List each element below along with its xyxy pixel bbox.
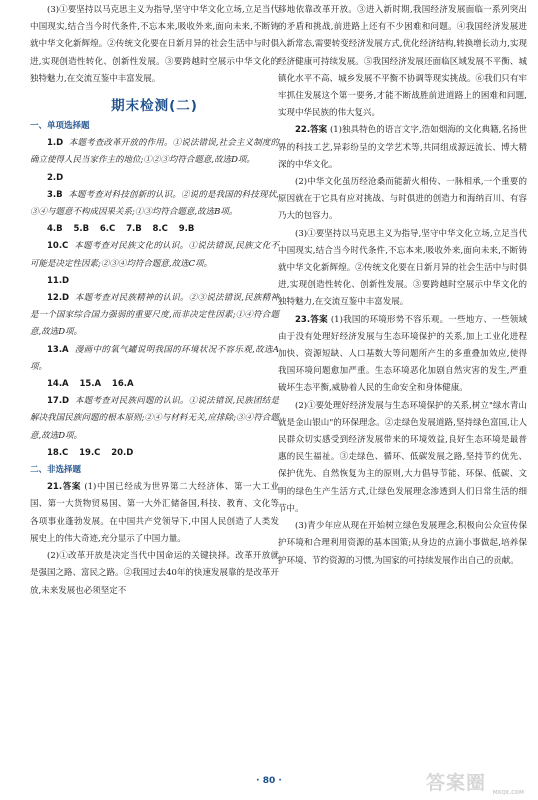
answer-q23-part1 xyxy=(278,312,527,398)
page-number: · 80 · xyxy=(256,776,282,786)
answer-number: 10.C xyxy=(47,241,69,252)
answer-text: (1)独具特色的语言文字,浩如烟海的文化典籍,名扬世界的科技工艺,异彩纷呈的文学艺术等,共同组成源远流长、博大精深的中华文化。 xyxy=(278,125,527,170)
answer-row-14-16 xyxy=(30,376,279,393)
answer-explanation: 本题考查改革开放的作用。①说法错误,社会主义制度的确立使得人民当家作主的地位;①②③均符合题意,故选D项。 xyxy=(30,138,279,166)
answer-9: 9.B xyxy=(178,224,195,235)
answer-explanation: 本题考查对民族精神的认识。②③说法错误,民族精神是一个国家综合国力强弱的重要尺度,而非决定性因素;①④符合题意,故选D项。 xyxy=(30,293,279,338)
answer-19: 19.C xyxy=(79,447,101,458)
answer-number: 2.D xyxy=(47,172,64,183)
answer-18: 18.C xyxy=(47,447,69,458)
answer-number: 17.D xyxy=(47,396,70,407)
answer-q2 xyxy=(30,170,279,187)
answer-row-18-20 xyxy=(30,445,279,462)
answer-q12 xyxy=(30,290,279,342)
left-column xyxy=(30,0,279,600)
answer-q22-part2: (2)中华文化虽历经沧桑而能薪火相传、一脉相承,一个重要的原因就在于它具有应对挑战、与时俱进的创造力和海纳百川、有容乃大的包容力。 xyxy=(278,177,527,222)
answer-q21-continued: 移地依靠改革开放。③进入新时期,我国经济发展面临一系列突出的矛盾和挑战,前进路上还有不少困难和问题。④我国经济发展进入新常态,需要转变经济发展方式,优化经济结构,转换增长动力,实现经济健康可持续发展。⑤我国经济发展还面临区域发展不平衡、城镇化水平不高、城乡发展不平衡不协调等现实挑战。⑥我们只有牢牢抓住发展这个第一要务,才能不断战胜前进道路上的困难和问题,实现中华民族的伟大复兴。 xyxy=(278,5,527,119)
answer-q11 xyxy=(30,273,279,290)
answer-number: 11.D xyxy=(47,275,70,286)
answer-8: 8.C xyxy=(152,224,168,235)
answer-q13 xyxy=(30,342,279,376)
answer-number: 12.D xyxy=(47,293,70,304)
answer-5: 5.B xyxy=(73,224,90,235)
answer-q23-part3: (3)青少年应从现在开始树立绿色发展理念,积极向公众宣传保护环境和合理利用资源的基本国策;从身边的点滴小事做起,培养保护环境、节约资源的习惯,为国家的可持续发展作出自己的贡献。 xyxy=(278,521,527,566)
answer-label: 23.答案 xyxy=(295,314,328,325)
answer-q21-part2: (2)①改革开放是决定当代中国命运的关键抉择。改革开放就是强国之路、富民之路。②我国过去40年的快速发展靠的是改革开放,未来发展也必须坚定不 xyxy=(30,551,279,596)
answer-q23-part2: (2)①要处理好经济发展与生态环境保护的关系,树立"绿水青山就是金山银山"的环保理念。②走绿色发展道路,坚持绿色富国,让人民群众切实感受到经济发展带来的环境效益,良好生态环境是最普惠的民生福祉。③走绿色、循环、低碳发展之路,坚持节约优先、保护优先、自然恢复为主的原则,大力倡导节能、环保、低碳、文明的绿色生产生活方式,让绿色发展理念渗透到人们日常生活的细节中。 xyxy=(278,400,527,514)
answer-explanation: 本题考查对科技创新的认识。②说的是我国的科技现状,③④与题意不构成因果关系;①③均符合题意,故选B项。 xyxy=(30,189,279,218)
answer-q1 xyxy=(30,135,279,169)
answer-q3 xyxy=(30,187,279,221)
answer-7: 7.B xyxy=(126,224,142,235)
answer-number: 3.B xyxy=(47,189,63,200)
answer-6: 6.C xyxy=(99,224,116,235)
watermark-text: 答案圈 xyxy=(426,772,487,794)
answer-14: 14.A xyxy=(47,379,69,390)
answer-text: (1)我国的环境形势不容乐观。一些地方、一些领域由于没有处理好经济发展与生态环境保护的关系,加上工业化进程加快、资源短缺、人口基数大等问题所产生的多重叠加效应,使得我国环境问题愈加严重。生态环境恶化加剧自然灾害的发生,严重破坏生态平衡,威胁着人民的生命安全和身体健康。 xyxy=(278,314,528,394)
answer-number: 13.A xyxy=(47,344,69,355)
exam-title: 期末检测(二) xyxy=(111,98,198,115)
answer-16: 16.A xyxy=(111,379,134,390)
answer-q21-part1 xyxy=(30,479,279,548)
watermark-logo xyxy=(426,768,526,794)
right-column xyxy=(278,0,527,570)
answer-number: 1.D xyxy=(47,138,64,149)
answer-row-4-9 xyxy=(30,221,279,238)
watermark-subtext: MXQE.COM xyxy=(492,790,524,796)
answer-q17 xyxy=(30,393,279,445)
answer-q22-part3: (3)①要坚持以马克思主义为指导,坚守中华文化立场,立足当代中国现实,结合当今时代条件,不忘本来,吸收外来,面向未来,不断铸就中华文化新辉煌。②传统文化要在日新月异的社会生活中与时俱进,实现创造性转化、创新性发展。③要跨越时空展示中华文化的独特魅力,在交流互鉴中丰富发展。 xyxy=(278,228,527,308)
section-heading-non-choice: 二、非选择题 xyxy=(30,465,82,476)
answer-q10 xyxy=(30,238,279,272)
answer-explanation: 漫画中的氧气罐说明我国的环境状况不容乐观,故选A项。 xyxy=(30,344,280,372)
answer-label: 22.答案 xyxy=(295,125,328,136)
answer-explanation: 本题考查对民族问题的认识。①说法错误,民族团结是解决我国民族问题的根本原则;②④与材料无关,应排除;③④符合题意,故选D项。 xyxy=(30,396,279,441)
answer-explanation: 本题考查对民族文化的认识。①说法错误,民族文化不可能是决定性因素;②③④均符合题意,故选C项。 xyxy=(30,241,279,269)
section-answer-paragraph: (3)①要坚持以马克思主义为指导,坚守中华文化立场,立足当代中国现实,结合当今时代条件,不忘本来,吸收外来,面向未来,不断铸就中华文化新辉煌。②传统文化要在日新月异的社会生活中与时俱进,实现创造性转化、创新性发展。③要跨越时空展示中华文化的独特魅力,在交流互鉴中丰富发展。 xyxy=(30,5,279,84)
answer-15: 15.A xyxy=(79,379,102,390)
answer-20: 20.D xyxy=(111,447,134,458)
section-heading-multiple-choice: 一、单项选择题 xyxy=(30,121,90,132)
answer-text: (1)中国已经成为世界第二大经济体、第一大工业国、第一大货物贸易国、第一大外汇储备国,科技、教育、文化等各项事业蓬勃发展。在中国共产党领导下,中国人民创造了人类发展史上的伟大奇迹,充分显示了中国力量。 xyxy=(30,482,280,544)
answer-label: 21.答案 xyxy=(47,482,81,493)
answer-q22-part1 xyxy=(278,122,527,174)
answer-4: 4.B xyxy=(47,224,63,235)
